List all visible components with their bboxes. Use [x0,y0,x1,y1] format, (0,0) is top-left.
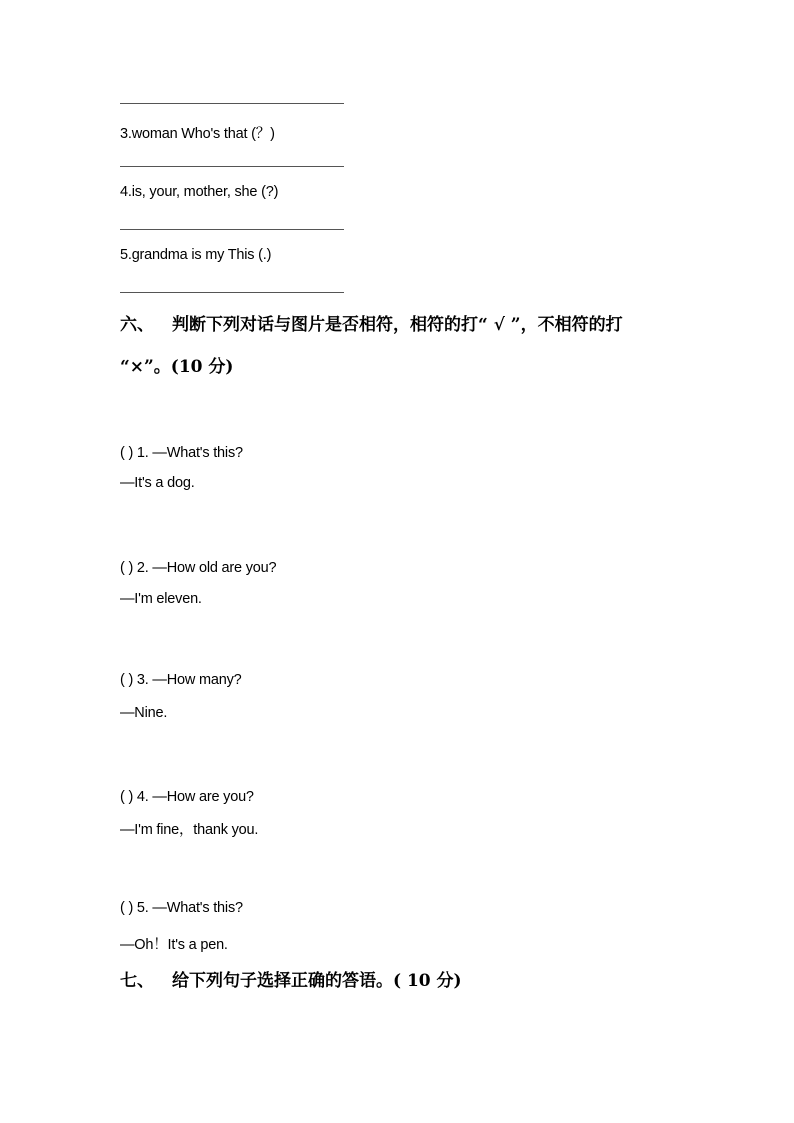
section-7-number: 七、 [120,971,154,991]
dialog-question-4: ( ) 4. —How are you? [120,789,254,805]
section-6-title-line2: “×”。(10 分) [120,357,234,377]
dialog-answer-2: —I'm eleven. [120,591,202,607]
answer-line [120,166,344,167]
dialog-question-5: ( ) 5. —What's this? [120,900,243,916]
dialog-question-1: ( ) 1. —What's this? [120,445,243,461]
answer-line [120,292,344,293]
section-6-number: 六、 [120,315,154,335]
dialog-answer-1: —It's a dog. [120,475,195,491]
reorder-item-4: 4.is, your, mother, she (?) [120,184,279,200]
reorder-item-3: 3.woman Who's that (？) [120,126,275,142]
dialog-question-3: ( ) 3. —How many? [120,672,242,688]
dialog-answer-4: —I'm fine，thank you. [120,822,259,838]
dialog-answer-3: —Nine. [120,705,168,721]
section-6-title-line1: 判断下列对话与图片是否相符，相符的打“ √ ”，不相符的打 [172,315,623,335]
section-7-title: 给下列句子选择正确的答语。( 10 分) [172,971,462,991]
answer-line [120,229,344,230]
reorder-item-5: 5.grandma is my This (.) [120,247,272,263]
answer-line [120,103,344,104]
dialog-question-2: ( ) 2. —How old are you? [120,560,277,576]
dialog-answer-5: —Oh！It's a pen. [120,937,228,953]
